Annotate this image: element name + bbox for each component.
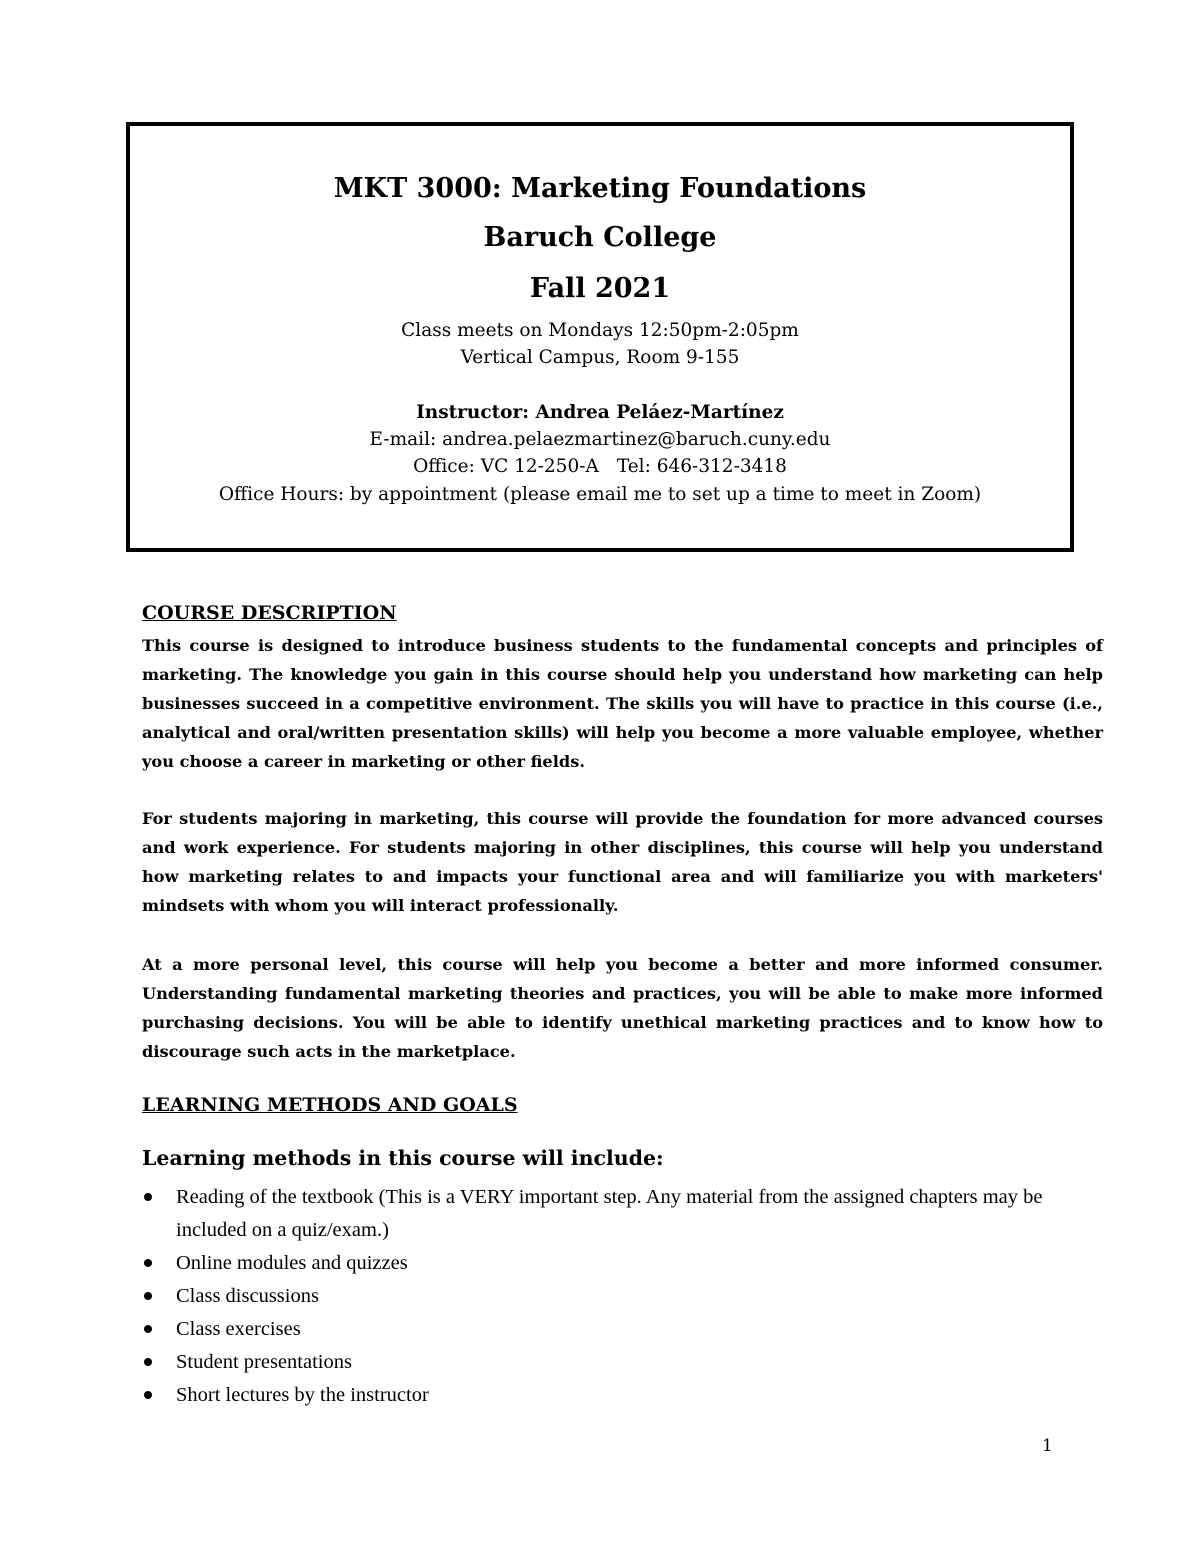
- office-hours: Office Hours: by appointment (please email me to set up a time to meet in Zoom): [218, 484, 982, 505]
- list-item: Class exercises: [142, 1313, 1092, 1346]
- class-schedule: Class meets on Mondays 12:50pm-2:05pm: [401, 320, 799, 341]
- list-item: Online modules and quizzes: [142, 1247, 1092, 1280]
- description-paragraph: At a more personal level, this course will help you become a better and more informed consumer. Understanding fundamental marketing theories and practices, you will be able to make more informed purchasing decisions. You will be able to identify unethical marketing practices and to know how to discourage such acts in the marketplace.: [142, 955, 1103, 1061]
- course-title: MKT 3000: Marketing Foundations: [333, 173, 867, 204]
- instructor-email: E-mail: andrea.pelaezmartinez@baruch.cuny.edu: [369, 429, 831, 450]
- bullet-icon: [144, 1259, 152, 1267]
- term: Fall 2021: [529, 273, 671, 304]
- bullet-icon: [144, 1292, 152, 1300]
- course-header-box: [126, 122, 1074, 552]
- bullet-icon: [144, 1358, 152, 1366]
- learning-methods-heading: LEARNING METHODS AND GOALS: [142, 1094, 518, 1116]
- learning-methods-subheading: Learning methods in this course will include:: [142, 1146, 664, 1170]
- office-location: Office: VC 12-250-A: [413, 456, 599, 477]
- instructor-name: Instructor: Andrea Peláez-Martínez: [416, 402, 784, 423]
- description-paragraph: This course is designed to introduce business students to the fundamental concepts and principles of marketing. The knowledge you gain in this course should help you understand how marketing can help businesses succeed in a competitive environment. The skills you will have to practice in this course (i.e., analytical and oral/written presentation skills) will help you become a more valuable employee, whether you choose a career in marketing or other fields.: [142, 636, 1103, 771]
- bullet-icon: [144, 1391, 152, 1399]
- list-item: Class discussions: [142, 1280, 1092, 1313]
- list-item: Student presentations: [142, 1346, 1092, 1379]
- phone-number: Tel: 646-312-3418: [616, 456, 787, 477]
- office-and-phone: [130, 454, 1070, 480]
- bullet-icon: [144, 1325, 152, 1333]
- list-item: Short lectures by the instructor: [142, 1379, 1092, 1412]
- bullet-icon: [144, 1193, 152, 1201]
- learning-methods-list: [142, 1181, 1092, 1412]
- description-paragraph: For students majoring in marketing, this course will provide the foundation for more advanced courses and work experience. For students majoring in other disciplines, this course will help you understand how marketing relates to and impacts your functional area and will familiarize you with marketers' mindsets with whom you will interact professionally.: [142, 809, 1103, 915]
- page-number: 1: [1042, 1436, 1053, 1456]
- list-item: Reading of the textbook (This is a VERY important step. Any material from the assigned chapters may be included on a quiz/exam.): [142, 1181, 1092, 1247]
- course-description-heading: COURSE DESCRIPTION: [142, 602, 397, 624]
- college-name: Baruch College: [483, 222, 717, 253]
- class-location: Vertical Campus, Room 9-155: [460, 347, 740, 368]
